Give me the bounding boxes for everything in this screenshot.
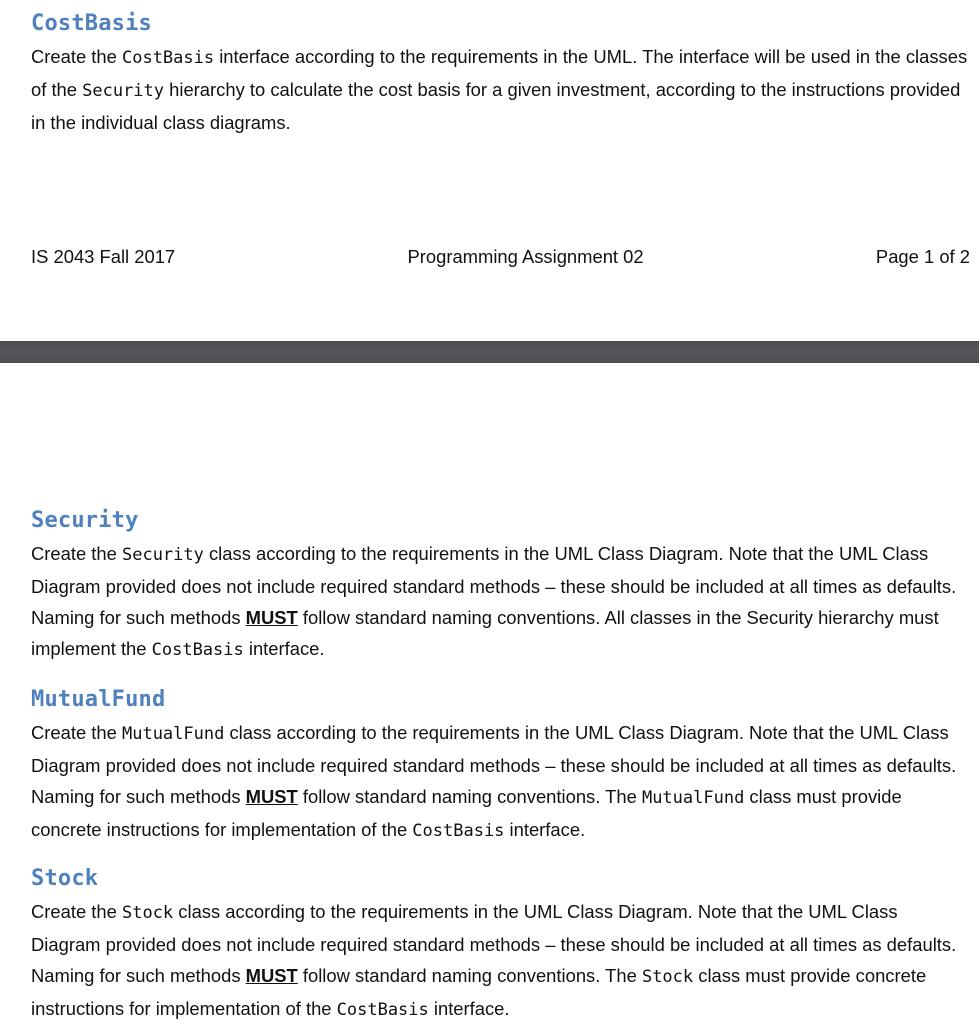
footer-assignment: Programming Assignment 02 <box>407 246 644 267</box>
stock-section <box>31 865 971 1026</box>
costbasis-heading: CostBasis <box>31 11 153 36</box>
text-run: class according to the requirements in the UML Class Diagram. Note that the UML Class Diagram provided does not include required standard methods – these should be included at all times as defaults. Naming for such methods <box>31 722 957 807</box>
code-term: CostBasis <box>121 48 215 68</box>
text-run: class must provide concrete instructions for implementation of the <box>31 965 927 1019</box>
text-run: Create the <box>31 46 122 67</box>
code-term: MutualFund <box>641 788 745 808</box>
security-heading: Security <box>31 508 139 533</box>
must-emphasis: MUST <box>245 965 298 986</box>
costbasis-paragraph <box>31 41 971 138</box>
mutualfund-paragraph <box>31 717 971 847</box>
footer-page-number: Page 1 of 2 <box>875 246 970 267</box>
code-term: MutualFund <box>121 724 225 744</box>
mutualfund-section <box>31 686 971 847</box>
text-run: class according to the requirements in the UML Class Diagram. Note that the UML Class Diagram provided does not include required standard methods – these should be included at all times as defaults. Naming for such methods <box>31 901 957 986</box>
text-run: interface. <box>428 998 510 1019</box>
stock-paragraph <box>31 896 971 1026</box>
code-term: CostBasis <box>151 640 244 660</box>
must-emphasis: MUST <box>245 607 298 628</box>
footer-course: IS 2043 Fall 2017 <box>31 246 176 267</box>
document-page-1 <box>0 0 979 341</box>
text-run: follow standard naming conventions. The <box>297 965 642 986</box>
code-term: CostBasis <box>336 1000 429 1020</box>
text-run: follow standard naming conventions. The <box>297 786 642 807</box>
must-emphasis: MUST <box>245 786 298 807</box>
text-run: follow standard naming conventions. All classes in the Security hierarchy must implement the <box>31 607 939 659</box>
mutualfund-heading: MutualFund <box>31 687 166 712</box>
text-run: hierarchy to calculate the cost basis for a given investment, according to the instructions provided in the individual class diagrams. <box>31 79 961 133</box>
code-term: CostBasis <box>412 821 505 841</box>
text-run: Create the <box>31 722 122 743</box>
text-run: interface according to the requirements in the UML. The interface will be used in the classes of the <box>31 46 968 100</box>
stock-heading: Stock <box>31 866 99 891</box>
page-footer <box>31 245 970 269</box>
page-separator <box>0 341 979 363</box>
text-run: Create the <box>31 543 122 564</box>
document-page-2 <box>0 363 979 1024</box>
text-run: class must provide concrete instructions for implementation of the <box>31 786 902 840</box>
text-run: class according to the requirements in the UML Class Diagram. Note that the UML Class Diagram provided does not include required standard methods – these should be included at all times as defaults. Naming for such methods <box>31 543 957 628</box>
text-run: interface. <box>243 638 325 659</box>
text-run: Create the <box>31 901 122 922</box>
code-term: Security <box>82 81 165 101</box>
text-run: interface. <box>504 819 586 840</box>
code-term: Stock <box>121 903 174 923</box>
costbasis-section <box>31 10 971 138</box>
security-paragraph <box>31 538 971 666</box>
code-term: Stock <box>641 967 694 987</box>
code-term: Security <box>121 545 204 565</box>
security-section <box>31 507 971 666</box>
